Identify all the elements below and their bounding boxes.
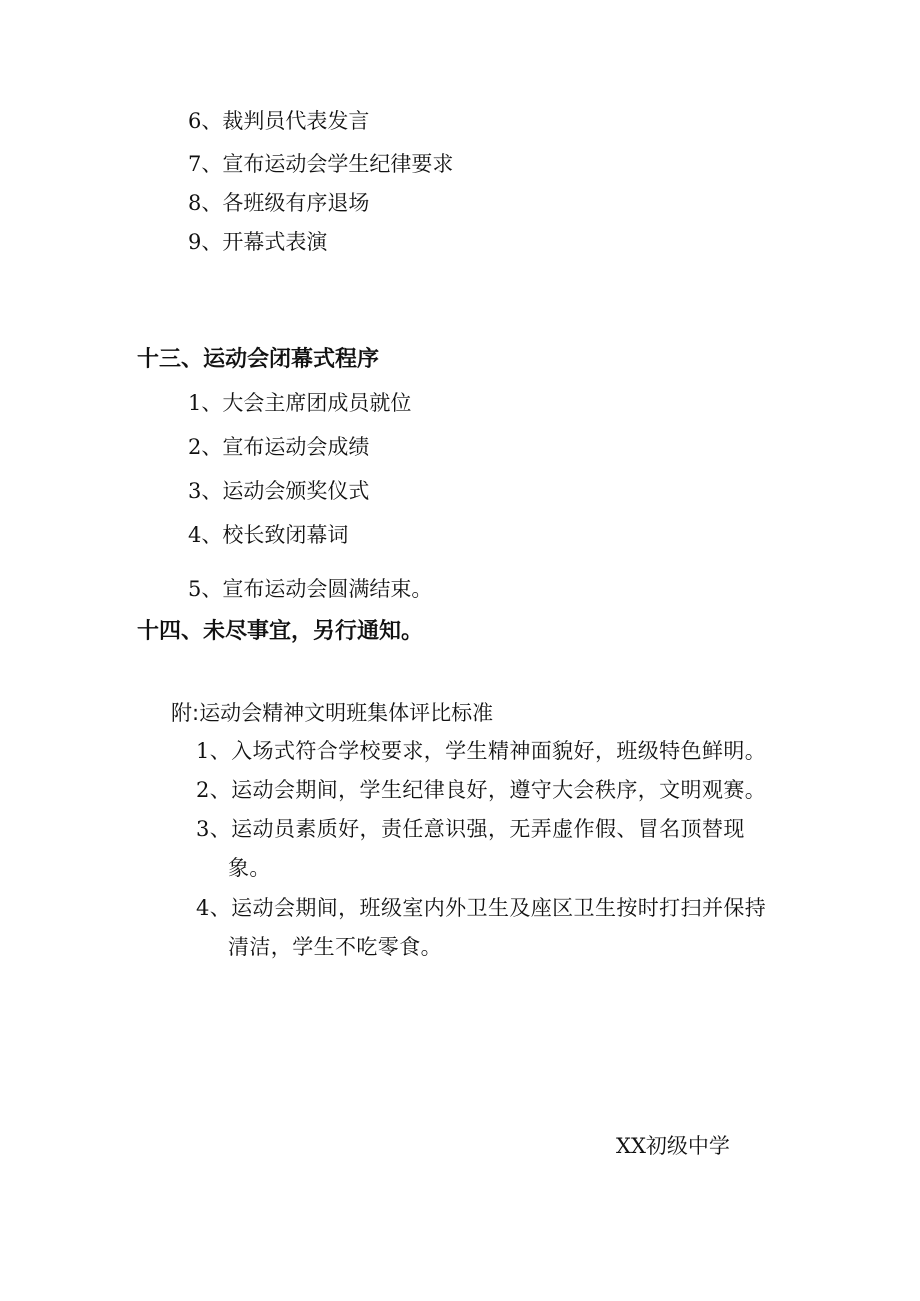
closing-item-2: 2、宣布运动会成绩 (188, 435, 370, 459)
annex-line-4: 4、运动会期间，班级室内外卫生及座区卫生按时打扫并保持 (196, 896, 767, 920)
closing-item-3: 3、运动会颁奖仪式 (188, 479, 370, 503)
annex-line-2: 2、运动会期间，学生纪律良好，遵守大会秩序，文明观赛。 (196, 778, 767, 802)
annex-line-4-continued: 清洁，学生不吃零食。 (228, 935, 442, 959)
closing-item-1: 1、大会主席团成员就位 (188, 391, 412, 415)
closing-item-5: 5、宣布运动会圆满结束。 (188, 577, 433, 601)
opening-item-8: 8、各班级有序退场 (188, 191, 370, 215)
section-13-heading: 十三、运动会闭幕式程序 (137, 347, 380, 372)
annex-title: 附:运动会精神文明班集体评比标准 (171, 701, 494, 725)
section-14-heading: 十四、未尽事宜，另行通知。 (137, 619, 424, 644)
annex-line-3-continued: 象。 (228, 856, 271, 880)
signature: XX初级中学 (616, 1134, 730, 1158)
closing-item-4: 4、校长致闭幕词 (188, 523, 349, 547)
annex-line-1: 1、入场式符合学校要求，学生精神面貌好，班级特色鲜明。 (196, 739, 767, 763)
opening-item-9: 9、开幕式表演 (188, 230, 328, 254)
annex-line-3: 3、运动员素质好，责任意识强，无弄虚作假、冒名顶替现 (196, 817, 745, 841)
opening-item-7: 7、宣布运动会学生纪律要求 (188, 152, 454, 176)
opening-item-6: 6、裁判员代表发言 (188, 109, 370, 133)
